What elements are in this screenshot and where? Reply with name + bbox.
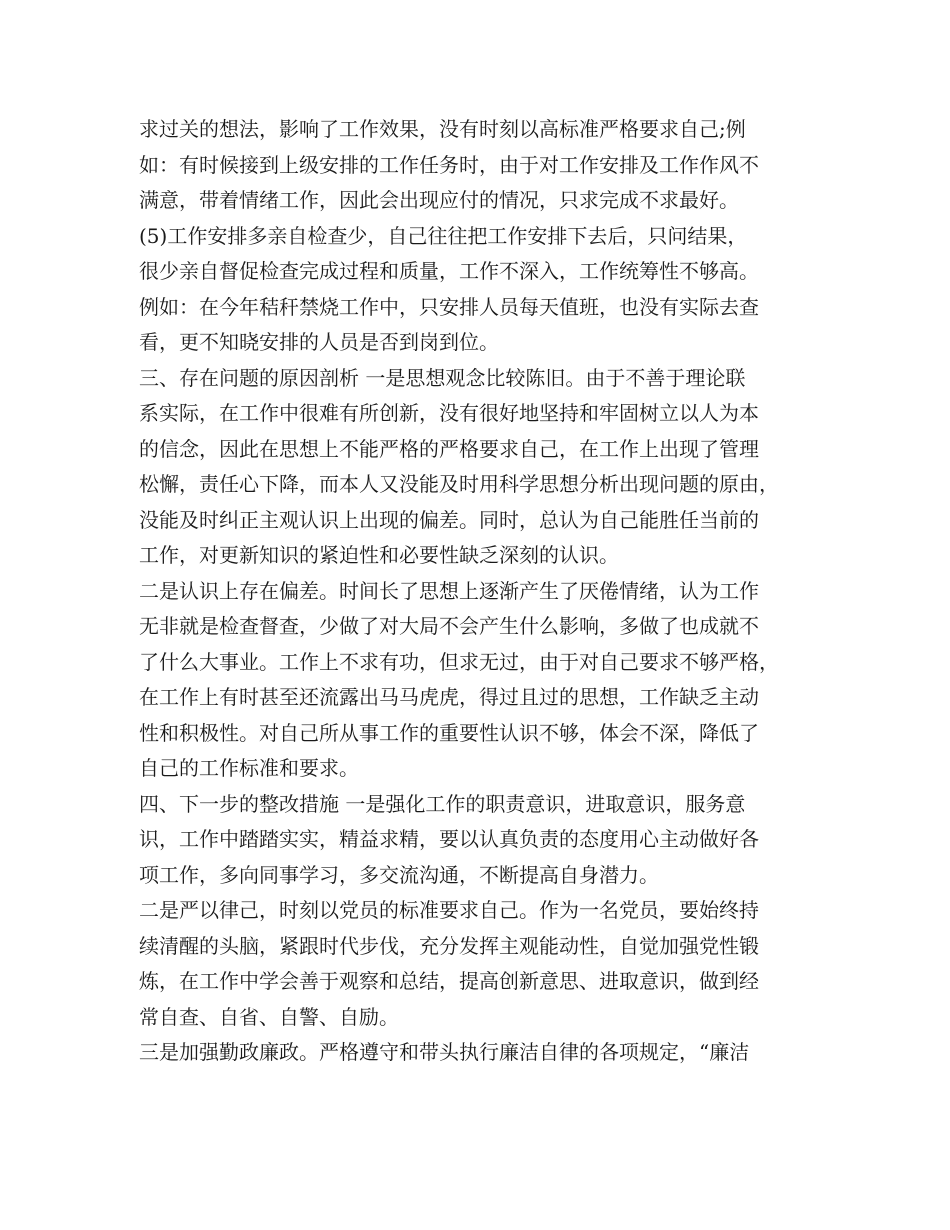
section-heading-line: 三、存在问题的原因剖析 一是思想观念比较陈旧。由于不善于理论联	[139, 365, 746, 390]
document-page	[139, 112, 819, 1071]
text-line: 松懈，责任心下降，而本人又没能及时用科学思想分析出现问题的原由，	[139, 472, 779, 496]
text-line: 无非就是检查督查，少做了对大局不会产生什么影响，多做了也成就不	[139, 614, 759, 638]
text-line: 满意，带着情绪工作，因此会出现应付的情况，只求完成不求最好。	[139, 188, 739, 212]
text-line: 在工作上有时甚至还流露出马马虎虎，得过且过的思想，工作缺乏主动	[139, 685, 759, 709]
text-line: 续清醒的头脑，紧跟时代步伐，充分发挥主观能动性，自觉加强党性锻	[139, 933, 759, 958]
text-line: 很少亲自督促检查完成过程和质量，工作不深入，工作统筹性不够高。	[139, 259, 759, 283]
text-line: 炼，在工作中学会善于观察和总结，提高创新意思、进取意识，做到经	[139, 969, 759, 993]
text-line: 工作，对更新知识的紧迫性和必要性缺乏深刻的认识。	[139, 543, 619, 567]
text-line: 例如：在今年秸秆禁烧工作中，只安排人员每天值班，也没有实际去查	[139, 294, 759, 319]
text-line: 系实际，在工作中很难有所创新，没有很好地坚持和牢固树立以人为本	[139, 401, 759, 425]
text-line: (5)工作安排多亲自检查少，自己往往把工作安排下去后，只问结果，	[139, 223, 748, 248]
text-line: 项工作，多向同事学习，多交流沟通，不断提高自身潜力。	[139, 862, 659, 887]
text-line: 二是严以律己，时刻以党员的标准要求自己。作为一名党员，要始终持	[139, 898, 759, 922]
text-line: 看，更不知晓安排的人员是否到岗到位。	[139, 330, 499, 354]
text-line: 了什么大事业。工作上不求有功，但求无过，由于对自己要求不够严格，	[139, 649, 779, 674]
text-line: 如：有时候接到上级安排的工作任务时，由于对工作安排及工作作风不	[139, 152, 759, 177]
text-line: 没能及时纠正主观认识上出现的偏差。同时，总认为自己能胜任当前的	[139, 507, 759, 532]
text-line: 常自查、自省、自警、自励。	[139, 1004, 399, 1029]
text-line: 二是认识上存在偏差。时间长了思想上逐渐产生了厌倦情绪，认为工作	[139, 578, 759, 603]
text-line: 三是加强勤政廉政。严格遵守和带头执行廉洁自律的各项规定，“廉洁	[139, 1040, 750, 1064]
text-line: 自己的工作标准和要求。	[139, 756, 359, 780]
text-line: 的信念，因此在思想上不能严格的严格要求自己，在工作上出现了管理	[139, 436, 759, 461]
text-line: 求过关的想法，影响了工作效果，没有时刻以高标准严格要求自己;例	[139, 117, 746, 141]
text-line: 识，工作中踏踏实实，精益求精，要以认真负责的态度用心主动做好各	[139, 827, 759, 851]
section-heading-line: 四、下一步的整改措施 一是强化工作的职责意识，进取意识，服务意	[139, 791, 746, 816]
text-line: 性和积极性。对自己所从事工作的重要性认识不够，体会不深，降低了	[139, 720, 759, 745]
